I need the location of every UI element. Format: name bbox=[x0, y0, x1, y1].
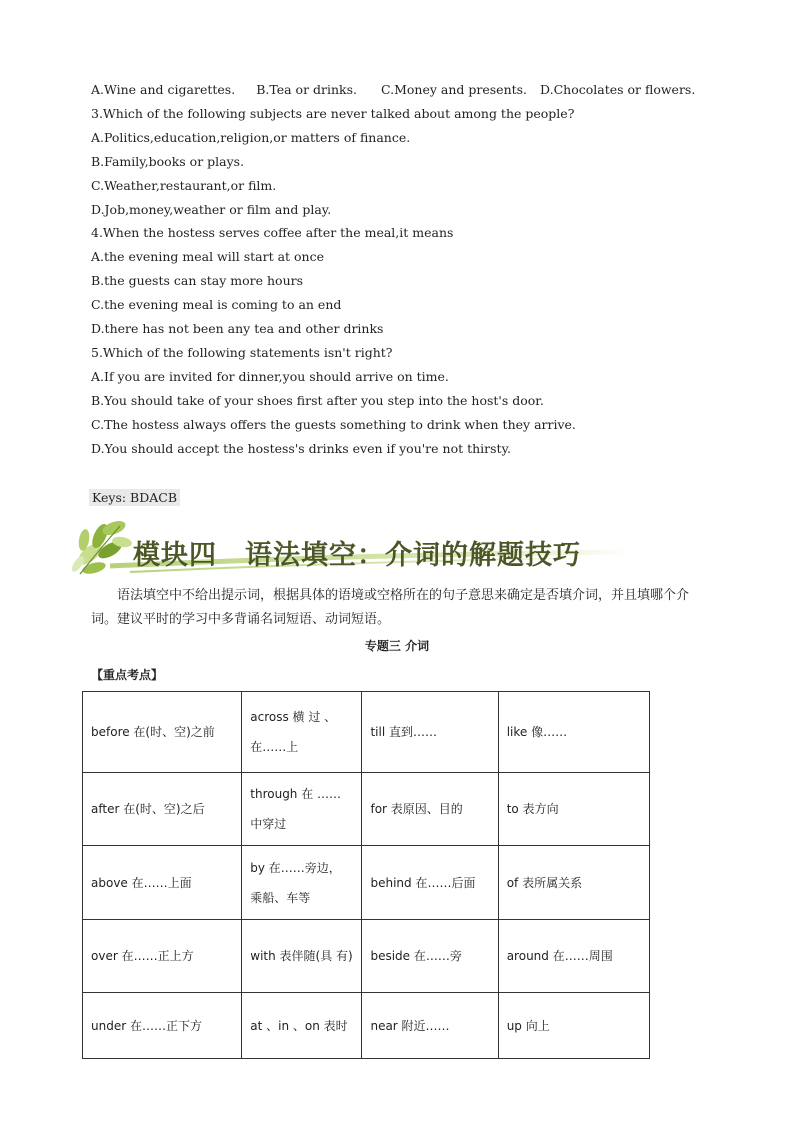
q2-option-b: B.Tea or drinks. bbox=[256, 82, 357, 97]
prepositions-table bbox=[82, 691, 650, 1059]
table-cell: to 表方向 bbox=[498, 773, 649, 846]
table-cell: near 附近…… bbox=[362, 993, 498, 1059]
q2-option-d: D.Chocolates or flowers. bbox=[540, 82, 696, 97]
q5-option-b: B.You should take of your shoes first after you step into the host's door. bbox=[91, 393, 544, 408]
table-cell: of 表所属关系 bbox=[498, 846, 649, 920]
table-cell: till 直到…… bbox=[362, 692, 498, 773]
table-cell: up 向上 bbox=[498, 993, 649, 1059]
q2-option-a: A.Wine and cigarettes. bbox=[91, 82, 236, 97]
q3-option-b: B.Family,books or plays. bbox=[91, 154, 245, 169]
table-cell: around 在……周围 bbox=[498, 920, 649, 993]
module-title bbox=[133, 533, 581, 572]
q3-option-d: D.Job,money,weather or film and play. bbox=[91, 202, 332, 217]
table-cell: behind 在……后面 bbox=[362, 846, 498, 920]
q4-stem: 4.When the hostess serves coffee after the meal,it means bbox=[91, 225, 454, 240]
q4-option-a: A.the evening meal will start at once bbox=[91, 249, 325, 264]
table-cell: under 在……正下方 bbox=[83, 993, 242, 1059]
table-row bbox=[83, 993, 650, 1059]
q3-stem: 3.Which of the following subjects are never talked about among the people? bbox=[91, 106, 575, 121]
key-points-label: 【重点考点】 bbox=[91, 668, 164, 682]
q4-option-b: B.the guests can stay more hours bbox=[91, 273, 304, 288]
q2-option-c: C.Money and presents. bbox=[381, 82, 528, 97]
table-cell: before 在(时、空)之前 bbox=[83, 692, 242, 773]
table-row bbox=[83, 846, 650, 920]
table-cell: at 、in 、on 表时 bbox=[242, 993, 362, 1059]
q4-option-c: C.the evening meal is coming to an end bbox=[91, 297, 342, 312]
q5-stem: 5.Which of the following statements isn't right? bbox=[91, 345, 393, 360]
table-row bbox=[83, 692, 650, 773]
table-cell: like 像…… bbox=[498, 692, 649, 773]
q4-option-d: D.there has not been any tea and other drinks bbox=[91, 321, 384, 336]
table-cell: beside 在……旁 bbox=[362, 920, 498, 993]
table-cell: after 在(时、空)之后 bbox=[83, 773, 242, 846]
table-cell: over 在……正上方 bbox=[83, 920, 242, 993]
table-cell: by 在……旁边， 乘船、车等 bbox=[242, 846, 362, 920]
q3-option-a: A.Politics,education,religion,or matters of finance. bbox=[91, 130, 411, 145]
q5-option-d: D.You should accept the hostess's drinks even if you're not thirsty. bbox=[91, 441, 511, 456]
module-topic: 语法填空：介词的解题技巧 bbox=[245, 540, 581, 571]
section-subtitle: 专题三 介词 bbox=[364, 639, 430, 653]
q5-option-c: C.The hostess always offers the guests something to drink when they arrive. bbox=[91, 417, 576, 432]
table-cell: through 在 …… 中穿过 bbox=[242, 773, 362, 846]
table-row bbox=[83, 920, 650, 993]
q2-options bbox=[91, 82, 695, 98]
table-row bbox=[83, 773, 650, 846]
table-cell: with 表伴随(具 有) bbox=[242, 920, 362, 993]
table-cell: across 横 过 、 在……上 bbox=[242, 692, 362, 773]
q3-option-c: C.Weather,restaurant,or film. bbox=[91, 178, 277, 193]
module-number: 模块四 bbox=[133, 540, 217, 571]
table-cell: above 在……上面 bbox=[83, 846, 242, 920]
table-cell: for 表原因、目的 bbox=[362, 773, 498, 846]
intro-paragraph: 语法填空中不给出提示词，根据具体的语境或空格所在的句子意思来确定是否填介词，并且填哪个介词。建议平时的学习中多背诵名词短语、动词短语。 bbox=[91, 588, 690, 627]
q5-option-a: A.If you are invited for dinner,you should arrive on time. bbox=[91, 369, 449, 384]
answer-keys: Keys: BDACB bbox=[89, 489, 180, 506]
